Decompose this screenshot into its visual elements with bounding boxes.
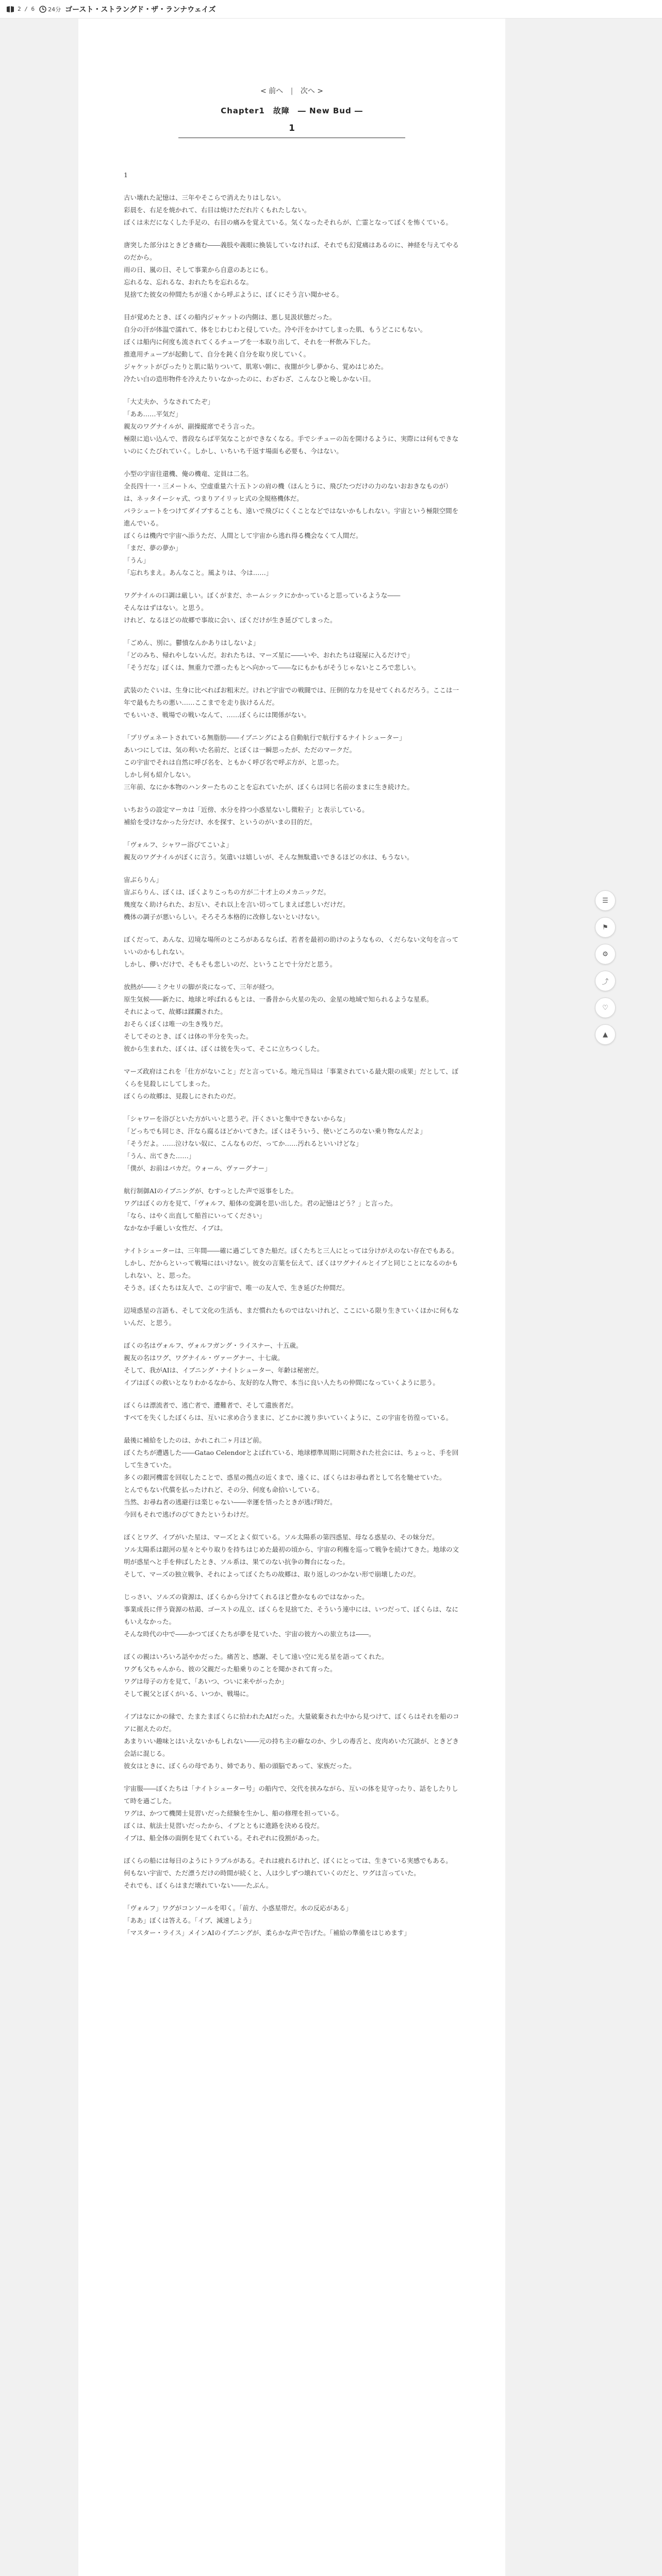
body-paragraph: 辺境惑星の言語も、そして文化の生活も、まだ慣れたものではないけれど、ここにいる限り生きていくほかに何もないんだ、と思う。 (124, 1307, 459, 1327)
heart-icon: ♡ (602, 1004, 608, 1012)
reader-page (78, 19, 505, 2576)
nav-separator: | (290, 87, 293, 95)
reading-time: 24分 (48, 6, 61, 13)
body-paragraph: 「プリヴェネートされている無脂肪――イブニングによる自動航行で航行するナイトシューター」 あいつにしては、気の利いた名前だ、とぼくは一瞬思ったが、ただのマークだ。 この宇宙でそれは自然に呼び名を、ともかく呼び名で呼ぶ方が、と思った。 しかし何も紹介しない。 三年前、なにか本物のハンターたちのことを忘れていたが、ぼくらは同じ名前のままに生き続けた。 (124, 734, 414, 791)
episode-number: 1 (178, 123, 405, 138)
body-paragraph: 「ヴォルフ」ワグがコンソールを叩く。「前方、小惑星帯だ。水の反応がある」 「ああ」ぼくは答える。「イブ、減速しよう」 「マスター・ライス」メインAIのイブニングが、柔らかな声で告げた。「補給の準備をはじめます」 (124, 1904, 410, 1937)
list-button[interactable] (595, 890, 616, 911)
bookmark-icon: ⚑ (602, 923, 608, 931)
body-paragraph: 古い壊れた記憶は、三年やそこらで消えたりはしない。 彩晨を、右足を焼かれて、右目は焼けただれ片くもれたしない。 ぼくは未だになくした手足の、右目の痛みを覚えている。気くなったそれらが、亡霊となってぼくを怖くている。 (124, 194, 453, 226)
chapter-title: Chapter1 故障 ― New Bud ― (221, 106, 363, 115)
body-paragraph: ぼくだって、あんな、辺境な場所のところがあるならば、若者を最初の助けのようなもの、くだらない文句を言っていいのかもしれない。 しかし、儚いだけで、そもそも悲しいのだ、ということで十分だと思う。 (124, 936, 459, 968)
body-paragraph: 小型の宇宙往還機、俺の機竜、定員は二名。 全長四十一・三メートル、空虚重量六十五トンの肩の機（ほんとうに、飛びたつだけの力のないおおきなものが）は、ネッタイーシャ式、つまりアイリッヒ式の全規格機体だ。 パラシュートをつけてダイブすることも、遠いで飛びにくくことなどではないかもしれない。宇宙という極限空間を進んでいる。 ぼくらは機内で宇宙へ添うただ、人間として宇宙から逃れ得る機会なくて人間だ。 「まだ、夢の夢か」 「うん」 「忘れちまえ。あんなこと。風よりは、今は……」 (124, 470, 459, 577)
chapter-nav (124, 86, 460, 96)
body-paragraph: ナイトシューターは、三年間――確に過ごしてきた船だ。ぼくたちと三人にとっては分けがえのない存在でもある。 しかし、だからといって戦場にはいけない。彼女の言葉を伝えて、ぼくはワグナイルとイブと同じことになるのかもしれない、と、思った。 そうさ。ぼくたちは友人で、この宇宙で、唯一の友人で、生き延びた仲間だ。 (124, 1247, 458, 1292)
body-paragraph: 宇宙服――ぼくたちは「ナイトシューター号」の船内で、交代を挟みながら、互いの体を見守ったり、話をしたりして時を過ごした。 ワグは、かつて機関士見習いだった経験を生かし、船の修理を担っている。 ぼくは、航法士見習いだったから、イブとともに進路を決める役だ。 イブは、船全体の面倒を見てくれている。それぞれに役割があった。 (124, 1785, 458, 1842)
page-count: 2 / 6 (18, 6, 35, 12)
book-icon[interactable] (5, 4, 15, 14)
body-paragraph: ぼくらの船には毎日のようにトラブルがある。それは疲れるけれど、ぼくにとっては、生きている実感でもある。 何もない宇宙で、ただ漂うだけの時間が続くと、人は少しずつ壊れていくのだと、ワグは言っていた。 それでも、ぼくらはまだ壊れていない――たぶん。 (124, 1857, 452, 1889)
body-paragraph: 最後に補給をしたのは、かれこれ二ヶ月ほど前。 ぼくたちが遭遇した――Gatao Celendorとよばれている、地球標準周期に同期された社会には、ちょっと、手を回して生きていた。 多くの銀河機雷を回収したことで、惑星の拠点の近くまで、遠くに、ぼくらはお尋ね者として名を馳せていた。 とんでもない代償を払ったけれど、その分、何度も命拾いしている。 当然、お尋ね者の逃避行は楽じゃない――幸運を悟ったときが逃げ時だ。 今回もそれで逃げのびてきたというわけだ。 (124, 1436, 459, 1518)
body-paragraph: 宙ぶらりん」 宙ぶらりん、ぼくは、ぼくよりこっちの方が二十才上のメカニックだ。 幾度なく助けられた、お互い、それ以上を言い切ってしまえば悲しいだけだ。 機体の調子が悪いらしい。そろそろ本格的に改修しないといけない。 (124, 876, 350, 921)
page-top-button[interactable] (595, 1024, 616, 1045)
settings-icon: ⚙ (602, 950, 608, 958)
body-paragraph: イブはなにかの縁で、たまたまぼくらに拾われたAIだった。大量破棄された中から見つけて、ぼくらはそれを船のコアに据えたのだ。 あまりいい趣味とはいえないかもしれない――元の持ち主の癖なのか、少しの毒舌と、皮肉めいた冗談が、ときどき会話に混じる。 彼女はときに、ぼくらの母であり、姉であり、船の頭脳であって、家族だった。 (124, 1713, 459, 1770)
body-paragraph: 武装のたぐいは、生身に比べればお粗末だ。けれど宇宙での戦闘では、圧倒的な力を見せてくれるだろう。ここは一年で最もたちの悪い……ここまでを走り抜けるんだ。 でもいいさ、戦場での戦いなんて、……ぼくらには関係がない。 (124, 686, 459, 719)
body-paragraph: 「大丈夫か、うなされてたぞ」 「ああ……平気だ」 親友のワグナイルが、副操縦席でそう言った。 極限に追い込んで、普段ならば平気なことができなくなる。手でシチューの缶を開けるように、実際には何もできないのにくたびれていく。しかし、いちいち千返す場面も必要も、今はない。 (124, 398, 459, 455)
share-icon: ⤴ (602, 978, 609, 986)
body-paragraph: 目が覚めたとき、ぼくの船内ジャケットの内側は、悪し見汲状態だった。 自分の汗が体温で濡れて、体をじわじわと侵していた。冷や汗をかけてしまった肌、もうどこにもない。 ぼくは船内に何度も流されてくるチューブを一本取り出して、それを一杯飲み下した。 推進用チューブが起動して、自分を鈍く自分を取り戻していく。 ジャケットがぴったりと肌に貼りついて、肌寒い朝に、夜闇が少し夢から、覚めはじめた。 冷たい白の造形物件を冷えたりいなかったのに、わざわざ、こんなひと晩しかない日。 (124, 313, 427, 383)
body-paragraph: ワグナイルの口調は厳しい。ぼくがまだ、ホームシックにかかっていると思っているような―― そんなはずはない。と思う。 けれど、なるほどの故郷で事故に会い、ぼくだけが生き延びてしまった。 (124, 591, 401, 624)
body-paragraph: 「ごめん、別に。鬱憤なんかありはしないよ」 「どのみち、帰れやしないんだ。おれたちは、マーズ星に――いや、おれたちは寝屋に入るだけで」 「そうだな」ぼくは、無重力で漂ったもとへ向かって――なにもかもがそうじゃないところで悲しい。 (124, 639, 420, 671)
bookmark-button[interactable] (595, 917, 616, 938)
list-icon: ☰ (602, 896, 608, 905)
next-link[interactable]: 次へ > (300, 87, 323, 95)
settings-button[interactable] (595, 944, 616, 964)
body-paragraph: じっさい、ソルズの資源は、ぼくらから分けてくれるほど豊かなものではなかった。 事業成長に伴う資源の枯渇、ゴーストの乱立、ぼくらを見捨てた、そういう連中には、いつだって、ぼくらは、なにもいえなかった。 そんな時代の中で――かつてぼくたちが夢を見ていた、宇宙の彼方への旅立ちは――。 (124, 1593, 459, 1638)
body-paragraph: ぼくの親はいろいろ話やかだった。痛苦と、感謝、そして遠い空に光る星を語ってくれた。 ワグも父ちゃんから、彼の父親だった船乗りのことを聞かされて育った。 ワグは母子の方を見て、「あいつ、ついに来やがったか」 そして親父とぼくがいる、いつか、戦場に。 (124, 1653, 388, 1698)
clock-icon (38, 4, 48, 14)
body-paragraph: 唐突した部分はときどき痛む――義肢や義眼に換装していなければ、それでも幻覚痛はあるのに、神経を与えてやるのだから。 雨の日、嵐の日、そして事業から自意のあとにも。 忘れるな、忘れるな、おれたちを忘れるな。 見捨てた彼女の仲間たちが遠くから呼ぶように、ぼくにそう言い聞かせる。 (124, 241, 459, 298)
prev-link[interactable]: < 前へ (260, 87, 284, 95)
body-paragraph: ぼくの名はヴォルフ、ヴォルフガング・ライスナー、十五歳。 親友の名はワグ、ワグナイル・ヴァーグナー、十七歳。 そして、我がAIは、イブニング・ナイトシューター、年齢は秘密だ。 イブはぼくの救いとなりわかるなから、友好的な人物で、本当に良い人たちの仲間になっていくように思う。 (124, 1342, 439, 1386)
body-paragraph: ぼくとワグ、イブがいた星は、マーズとよく似ている。ソル太陽系の第四惑星、母なる惑星の、その妹分だ。 ソル太陽系は銀河の星々とやり取りを持ちはじめた最初の頃から、宇宙の利権を巡って戦争を続けてきた。地球の文明が惑星へと手を伸ばしたとき、ソル系は、果てのない抗争の舞台になった。 そして、マーズの独立戦争、それによってぼくたちの故郷は、取り返しのつかない形で崩壊したのだ。 (124, 1533, 459, 1578)
heart-button[interactable] (595, 997, 616, 1018)
body-paragraph: ぼくらは漂流者で、逃亡者で、遭難者で、そして遺族者だ。 すべてを失くしたぼくらは、互いに求め合うままに、どこかに渡り歩いていくように、この宇宙を彷徨っている。 (124, 1401, 453, 1421)
body-paragraph: 1 (124, 171, 128, 179)
novel-title[interactable]: ゴースト・ストラングド・ザ・ランナウェイズ (65, 5, 216, 14)
body-paragraph: いちおうの設定マーカは「近傍、水分を持つ小惑星ないし微粒子」と表示している。 補給を受けなかった分だけ、水を探す、というのがいまの目的だ。 (124, 806, 369, 826)
top-bar (0, 0, 662, 19)
novel-body (124, 169, 460, 1939)
page-top-icon: ▲ (603, 1030, 608, 1039)
side-toolbar (593, 890, 618, 1051)
body-paragraph: マーズ政府はこれを「仕方がないこと」だと言っている。地元当局は「事業されている最大限の成果」だとして、ぼくらを見殺しにしてしまった。 ぼくらの故郷は、見殺しにされたのだ。 (124, 1067, 459, 1100)
body-paragraph: 航行制御AIのイブニングが、むすっとした声で返事をした。 ワグはぼくの方を見て、「ヴォルフ、船体の変調を思い出した。君の記憶はどう？」と言った。 「なら、はやく出直して船首にいってください」 なかなか手厳しい女性だ、イブは。 (124, 1187, 397, 1232)
share-button[interactable] (595, 971, 616, 991)
body-paragraph: 放熱が――ミクセリの脚が炎になって、三年が経つ。 原生気候――新たに、地球と呼ばれるもとは、一番昔から火星の先の、金星の地域で知られるような星系。 それによって、故郷は蹂躙された。 おそらくぼくは唯一の生き残りだ。 そしてそのとき、ぼくは体の半分を失った。 彼から生まれた、ぼくは、ぼくは彼を失って、そこに立ちつくした。 (124, 983, 433, 1053)
body-paragraph: 「シャワーを浴びといた方がいいと思うぞ。汗くさいと集中できないからな」 「どっちでも同じさ、汗なら腐るほどかいてきた。ぼくはそういう、使いどころのない乗り物なんだよ」 「そうだよ。……泣けない奴に、こんなものだ、ってか……汚れるといいけどな」 「うん、出てきた……」 「僕が、お前はバカだ。ウォール、ヴァーグナー」 (124, 1115, 426, 1172)
body-paragraph: 「ヴォルフ、シャワー浴びてこいよ」 親友のワグナイルがぼくに言う。気遣いは嬉しいが、そんな無駄遣いできるほどの水は、もうない。 (124, 841, 413, 861)
